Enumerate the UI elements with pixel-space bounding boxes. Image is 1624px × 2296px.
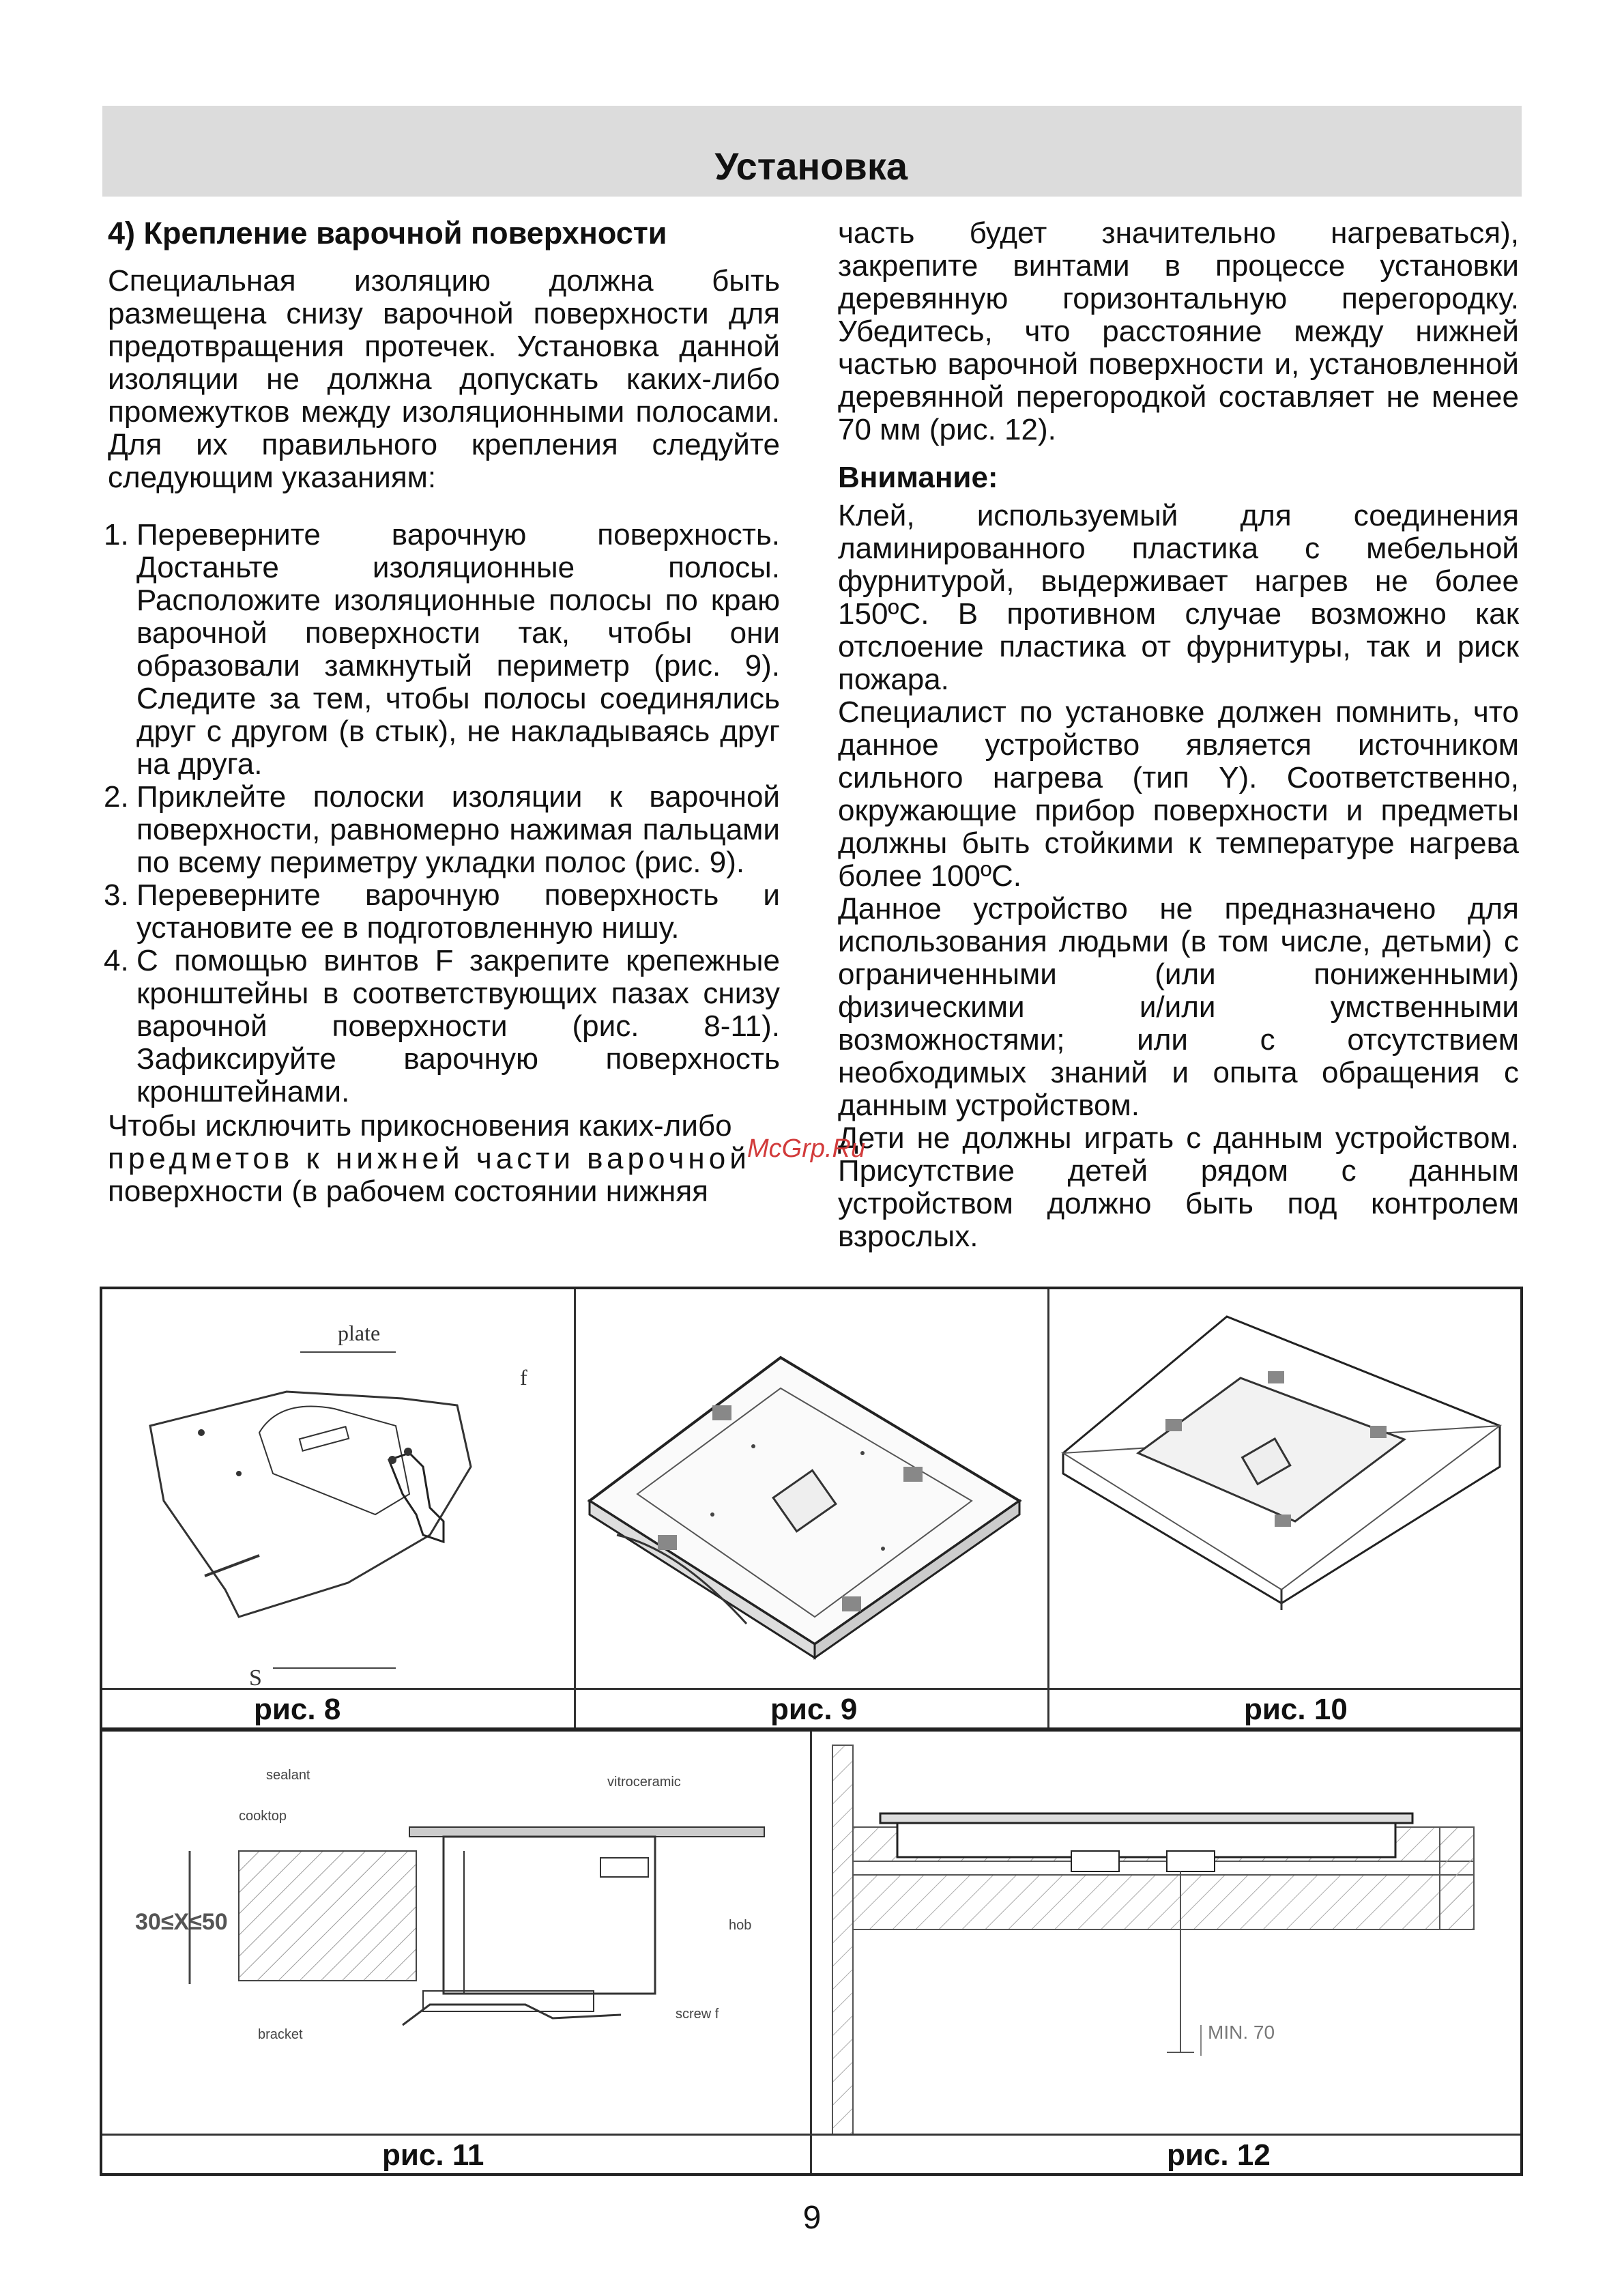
label-f: f — [520, 1365, 527, 1390]
label-min-70: MIN. 70 — [1208, 2022, 1275, 2043]
step-text: Переверните варочную поверхность и установите ее в подготовленную нишу. — [136, 878, 780, 945]
outro-line: поверхности (в рабочем состоянии нижняя — [108, 1175, 708, 1208]
step-text: Переверните варочную поверхность. Достаньте изоляционные полосы. Расположите изоляционные полосы по краю варочной поверхности так, чтобы они образовали замкнутый периметр (рис. 9). Следите за тем, чтобы полосы соединялись друг с другом (в стык), не накладываясь друг на друга. — [136, 518, 780, 781]
step-item — [104, 780, 780, 879]
right-column — [838, 217, 1519, 1253]
intro-paragraph: Специальная изоляцию должна быть размещена снизу варочной поверхности для предотвращения протечек. Установка данной изоляции не должна допускать каких-либо промежутков между изоляционными полосами. Для их правильного крепления следуйте следующим указаниям: — [108, 264, 780, 494]
label-dimension: 30≤X≤50 — [135, 1909, 228, 1935]
figure-8 — [102, 1289, 576, 1727]
figure-12 — [812, 1732, 1520, 2173]
page-title: Установка — [714, 145, 908, 188]
step-number: 4. — [104, 944, 129, 977]
step-text: Приклейте полоски изоляции к варочной поверхности, равномерно нажимая пальцами по всему периметру укладки полос (рис. 9). — [136, 780, 780, 879]
caption-row — [812, 2134, 1520, 2173]
attention-title: Внимание: — [838, 461, 998, 494]
watermark: McGrp.Ru — [747, 1134, 866, 1163]
section-title: 4) Крепление варочной поверхности — [108, 216, 667, 250]
label-sealant: sealant — [266, 1768, 310, 1783]
label-bracket: bracket — [258, 2027, 303, 2042]
figure-12-drawing — [812, 1732, 1518, 2138]
caption-row — [102, 2134, 810, 2173]
step-item — [104, 878, 780, 945]
figure-9-drawing — [576, 1289, 1047, 1692]
continuation-paragraph: часть будет значительно нагреваться), закрепите винтами в процессе установки деревянную горизонтальную перегородку. Убедитесь, что расстояние между нижней частью варочной поверхности и, установленной деревянной перегородкой составляет не менее 70 мм (рис. 12). — [838, 216, 1519, 446]
figures-row-top — [100, 1287, 1523, 1730]
label-screw: screw f — [676, 2007, 719, 2022]
step-number: 2. — [104, 780, 129, 814]
figures-row-bottom — [100, 1729, 1523, 2176]
label-cooktop: cooktop — [239, 1809, 287, 1824]
figure-9 — [576, 1289, 1049, 1727]
figure-10-drawing — [1049, 1289, 1518, 1692]
label-plate: plate — [338, 1321, 381, 1345]
figure-8-drawing — [102, 1289, 573, 1692]
outro-line: Чтобы исключить прикосновения каких-либо — [108, 1109, 732, 1143]
attention-paragraph: Специалист по установке должен помнить, что данное устройство является источником сильного нагрева (тип Y). Соответственно, окружающие прибор поверхности и предметы должны быть стойкими к температуре нагрева более 100ºС. — [838, 695, 1519, 893]
attention-paragraph: Клей, используемый для соединения ламинированного пластика с мебельной фурнитурой, выдерживает нагрев не более 150ºС. В противном случае возможно как отслоение пластика от фурнитуры, так и риск пожара. — [838, 499, 1519, 696]
label-vitroceramic: vitroceramic — [607, 1775, 681, 1790]
step-number: 3. — [104, 878, 129, 912]
step-item — [104, 944, 780, 1108]
step-number: 1. — [104, 518, 129, 551]
attention-paragraph: Данное устройство не предназначено для использования людьми (в том числе, детьми) с ограниченными (или пониженными) физическими и/или умственными возможностями; или с отсутствием необходимых знаний и опыта обращения с данным устройством. — [838, 892, 1519, 1122]
page-number: 9 — [802, 2200, 822, 2236]
figures-grid — [100, 1287, 1523, 2176]
outro-paragraph — [108, 1110, 780, 1208]
caption-row — [1049, 1688, 1520, 1727]
left-column — [104, 216, 780, 1208]
figure-11-drawing — [102, 1732, 809, 2138]
caption-fig-10: рис. 10 — [1244, 1693, 1348, 1726]
caption-fig-8: рис. 8 — [254, 1693, 341, 1726]
caption-row — [102, 1688, 574, 1727]
header-bar — [102, 106, 1522, 197]
figure-10 — [1049, 1289, 1520, 1727]
caption-fig-12: рис. 12 — [1167, 2138, 1271, 2172]
attention-paragraph: Дети не должны играть с данным устройством. Присутствие детей рядом с данным устройством должно быть под контролем взрослых. — [838, 1121, 1519, 1253]
caption-fig-11: рис. 11 — [382, 2138, 484, 2172]
caption-row — [576, 1688, 1047, 1727]
caption-fig-9: рис. 9 — [770, 1693, 858, 1726]
steps-list — [104, 518, 780, 1108]
outro-line: предметов к нижней части варочной — [108, 1142, 751, 1175]
label-s: S — [249, 1665, 262, 1691]
step-text: С помощью винтов F закрепите крепежные кронштейны в соответствующих пазах снизу варочной поверхности (рис. 8-11). Зафиксируйте варочную поверхность кронштейнами. — [136, 944, 780, 1108]
label-hob: hob — [729, 1918, 752, 1933]
figure-11 — [102, 1732, 812, 2173]
step-item — [104, 518, 780, 781]
